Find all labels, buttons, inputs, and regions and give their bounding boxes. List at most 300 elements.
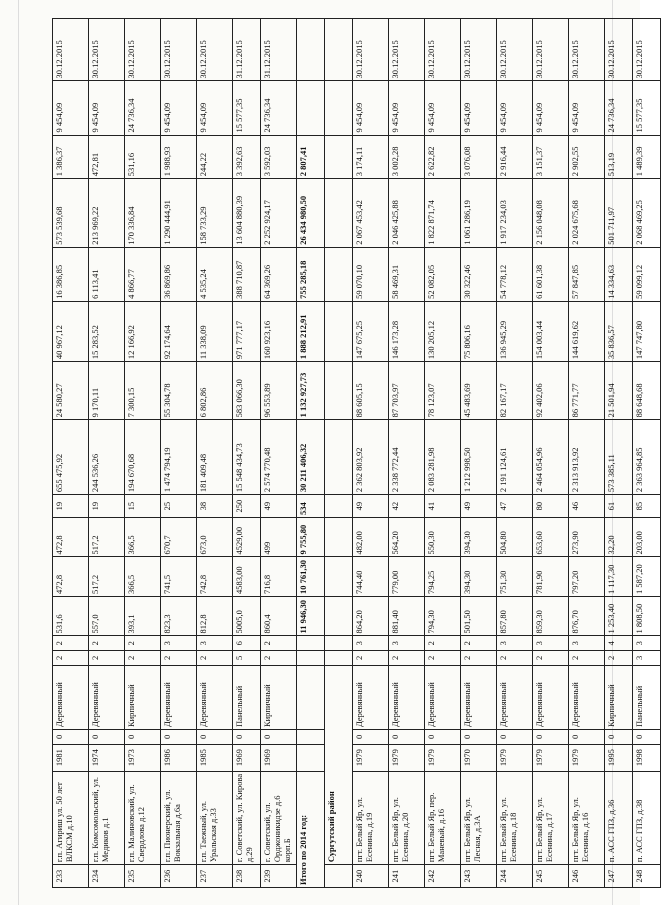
table-row: [425, 19, 461, 888]
cell-c4: 0: [89, 730, 125, 745]
cell-c4: 0: [533, 730, 569, 745]
cell-addr: пгт. Белый Яр, ул. Есенина, д.19: [353, 771, 389, 865]
cell-unit: 3 076,08: [461, 135, 497, 179]
cell-fl: 2: [425, 651, 461, 666]
cell-year: 1979: [389, 744, 425, 771]
cell-fl: 2: [89, 651, 125, 666]
cell-year: 1986: [161, 744, 197, 771]
cell-c4: 0: [125, 730, 161, 745]
cell-a2: 1 117,30: [605, 557, 633, 597]
cell-a2: 4583,00: [233, 557, 261, 597]
cell-c4: 0: [389, 730, 425, 745]
cell-date: 30.12.2015: [389, 19, 425, 81]
cell-n: 240: [353, 865, 389, 888]
cell-fl: 2: [533, 651, 569, 666]
cell-unit: 3 002,28: [389, 135, 425, 179]
cell-ppl: 250: [233, 495, 261, 518]
cell-f4: 1 290 444,91: [161, 179, 197, 248]
cell-a3: 670,7: [161, 518, 197, 558]
cell-total: 194 670,68: [125, 420, 161, 495]
cell-a2: 366,5: [125, 557, 161, 597]
cell-addr: пгт. Белый Яр, пер. Маневый, д.16: [425, 771, 461, 865]
total-a3: 9 755,80: [297, 518, 325, 558]
cell-mat: Деревянный: [497, 665, 533, 729]
cell-c4: 0: [461, 730, 497, 745]
cell-f2: 146 173,28: [389, 301, 425, 361]
cell-unit: 1 489,39: [633, 135, 661, 179]
cell-a1: 812,8: [197, 597, 233, 637]
cell-f3: 388 710,87: [233, 247, 261, 301]
table-row: [533, 19, 569, 888]
cell-a1: 794,30: [425, 597, 461, 637]
cell-f1: 88 605,15: [353, 362, 389, 420]
cell-date: 30.12.2015: [53, 19, 89, 81]
cell-f3: 59 099,12: [633, 247, 661, 301]
housing-table: [52, 18, 661, 888]
cell-f2: 11 338,09: [197, 301, 233, 361]
cell-f2: 15 283,52: [89, 301, 125, 361]
cell-f3: 4 535,24: [197, 247, 233, 301]
cell-addr: г.п. Комсомольский, ул. Медиков д.1: [89, 771, 125, 865]
cell-fl: 2: [605, 651, 633, 666]
cell-fl: 2: [197, 651, 233, 666]
cell-unit: 513,19: [605, 135, 633, 179]
cell-f4: 158 733,29: [197, 179, 233, 248]
cell-en: 2: [53, 636, 89, 651]
cell-f1: 82 167,17: [497, 362, 533, 420]
cell-ppl: 19: [89, 495, 125, 518]
cell-addr: пгт. Белый Яр, ул. Лесная, д.3А: [461, 771, 497, 865]
cell-a3: 673,0: [197, 518, 233, 558]
cell-en: 4: [605, 636, 633, 651]
table-row: [197, 19, 233, 888]
table-row: [125, 19, 161, 888]
cell-en: 2: [125, 636, 161, 651]
cell-n: 247: [605, 865, 633, 888]
cell-a1: 823,3: [161, 597, 197, 637]
cell-f1: 55 304,78: [161, 362, 197, 420]
cell-n: 242: [425, 865, 461, 888]
cell-addr: пгт. Белый Яр, ул. Есенина, д.17: [533, 771, 569, 865]
cell-a2: 1 587,20: [633, 557, 661, 597]
cell-f3: 57 847,85: [569, 247, 605, 301]
cell-n: 238: [233, 865, 261, 888]
cell-a1: 1 253,40: [605, 597, 633, 637]
cell-mat: Деревянный: [89, 665, 125, 729]
cell-addr: г.п. Малиновский, ул. Свердлова д.12: [125, 771, 161, 865]
cell-total: 1 212 998,50: [461, 420, 497, 495]
cell-c4: 0: [261, 730, 297, 745]
cell-ppl: 46: [569, 495, 605, 518]
cell-mat: Кирпичный: [125, 665, 161, 729]
cell-f4: 13 604 880,39: [233, 179, 261, 248]
cell-a3: 32,20: [605, 518, 633, 558]
cell-date: 30.12.2015: [605, 19, 633, 81]
cell-year: 1979: [497, 744, 533, 771]
cell-f1: 78 123,07: [425, 362, 461, 420]
cell-addr: г.п. Таежный, ул. Уральская д.33: [197, 771, 233, 865]
cell-a2: 742,8: [197, 557, 233, 597]
cell-f2: 144 619,62: [569, 301, 605, 361]
cell-lim: 9 454,09: [461, 81, 497, 135]
total-f2: 1 888 212,91: [297, 301, 325, 361]
cell-c4: 0: [197, 730, 233, 745]
cell-f3: 16 386,85: [53, 247, 89, 301]
cell-a3: 550,30: [425, 518, 461, 558]
cell-year: 1969: [261, 744, 297, 771]
cell-ppl: 49: [353, 495, 389, 518]
cell-lim: 24 736,34: [605, 81, 633, 135]
cell-a3: 394,30: [461, 518, 497, 558]
cell-f1: 88 648,68: [633, 362, 661, 420]
cell-ppl: 42: [389, 495, 425, 518]
cell-c4: 0: [425, 730, 461, 745]
cell-mat: Деревянный: [161, 665, 197, 729]
cell-a1: 1 808,50: [633, 597, 661, 637]
cell-f4: 2 156 048,08: [533, 179, 569, 248]
section-row: [325, 19, 353, 888]
cell-fl: 2: [389, 651, 425, 666]
cell-lim: 9 454,09: [569, 81, 605, 135]
cell-ppl: 80: [533, 495, 569, 518]
total-f3: 755 285,18: [297, 247, 325, 301]
cell-lim: 9 454,09: [161, 81, 197, 135]
cell-f2: 40 967,12: [53, 301, 89, 361]
cell-n: 233: [53, 865, 89, 888]
cell-c4: 0: [233, 730, 261, 745]
cell-a3: 517,2: [89, 518, 125, 558]
cell-ppl: 47: [497, 495, 533, 518]
cell-f2: 75 806,16: [461, 301, 497, 361]
cell-mat: Деревянный: [569, 665, 605, 729]
cell-fl: 2: [461, 651, 497, 666]
cell-mat: Деревянный: [425, 665, 461, 729]
cell-ppl: 15: [125, 495, 161, 518]
cell-mat: Кирпичный: [605, 665, 633, 729]
cell-ppl: 25: [161, 495, 197, 518]
cell-fl: 2: [569, 651, 605, 666]
table-row: [569, 19, 605, 888]
cell-a1: 864,20: [353, 597, 389, 637]
cell-lim: 9 454,09: [197, 81, 233, 135]
cell-year: 1981: [53, 744, 89, 771]
cell-mat: Деревянный: [353, 665, 389, 729]
cell-en: 3: [389, 636, 425, 651]
cell-a1: 876,70: [569, 597, 605, 637]
cell-f4: 1 822 871,74: [425, 179, 461, 248]
cell-date: 30.12.2015: [353, 19, 389, 81]
cell-ppl: 19: [53, 495, 89, 518]
cell-f3: 58 469,31: [389, 247, 425, 301]
cell-f3: 52 082,05: [425, 247, 461, 301]
cell-a1: 857,80: [497, 597, 533, 637]
cell-n: 235: [125, 865, 161, 888]
cell-f1: 6 802,86: [197, 362, 233, 420]
cell-mat: Панельный: [633, 665, 661, 729]
cell-mat: Деревянный: [389, 665, 425, 729]
cell-total: 15 548 434,73: [233, 420, 261, 495]
table-row: [461, 19, 497, 888]
cell-addr: пгт. Белый Яр, ул. Есенина, д.20: [389, 771, 425, 865]
cell-f1: 7 300,15: [125, 362, 161, 420]
table-row: [261, 19, 297, 888]
table-row: [497, 19, 533, 888]
cell-total: 1 474 794,19: [161, 420, 197, 495]
total-a2: 10 761,30: [297, 557, 325, 597]
cell-fl: 2: [125, 651, 161, 666]
cell-en: 3: [353, 636, 389, 651]
cell-f2: 971 777,17: [233, 301, 261, 361]
cell-en: 3: [569, 636, 605, 651]
cell-a1: 860,4: [261, 597, 297, 637]
cell-a3: 653,60: [533, 518, 569, 558]
cell-a3: 482,00: [353, 518, 389, 558]
cell-date: 30.12.2015: [89, 19, 125, 81]
table-total: [297, 19, 353, 888]
cell-addr: пгт. Белый Яр, ул. Есенина, д.18: [497, 771, 533, 865]
table-row: [233, 19, 261, 888]
cell-c4: 0: [497, 730, 533, 745]
cell-a3: 273,90: [569, 518, 605, 558]
cell-f2: 35 836,57: [605, 301, 633, 361]
cell-lim: 15 577,35: [633, 81, 661, 135]
cell-en: 2: [425, 636, 461, 651]
cell-year: 1995: [605, 744, 633, 771]
cell-f3: 61 601,38: [533, 247, 569, 301]
cell-date: 30.12.2015: [569, 19, 605, 81]
cell-n: 236: [161, 865, 197, 888]
cell-f1: 21 501,94: [605, 362, 633, 420]
cell-a1: 859,30: [533, 597, 569, 637]
cell-year: 1979: [533, 744, 569, 771]
cell-f2: 92 174,64: [161, 301, 197, 361]
cell-a3: 499: [261, 518, 297, 558]
cell-a2: 751,30: [497, 557, 533, 597]
cell-n: 246: [569, 865, 605, 888]
cell-mat: Деревянный: [197, 665, 233, 729]
cell-a2: 779,00: [389, 557, 425, 597]
cell-f1: 92 402,06: [533, 362, 569, 420]
cell-unit: 1 386,37: [53, 135, 89, 179]
cell-lim: 9 454,09: [353, 81, 389, 135]
cell-a2: 744,40: [353, 557, 389, 597]
cell-addr: г. Советский, ул. Орджоникидзе д.6 корп.Б: [261, 771, 297, 865]
cell-mat: Панельный: [233, 665, 261, 729]
cell-unit: 3 392,63: [233, 135, 261, 179]
cell-f1: 87 703,97: [389, 362, 425, 420]
cell-total: 2 574 770,48: [261, 420, 297, 495]
cell-mat: Деревянный: [53, 665, 89, 729]
cell-year: 1969: [233, 744, 261, 771]
cell-n: 241: [389, 865, 425, 888]
cell-f4: 2 068 469,25: [633, 179, 661, 248]
cell-total: 181 409,48: [197, 420, 233, 495]
cell-f4: 213 969,22: [89, 179, 125, 248]
cell-n: 237: [197, 865, 233, 888]
cell-total: 2 338 772,44: [389, 420, 425, 495]
cell-total: 2 362 803,92: [353, 420, 389, 495]
total-f1: 1 132 927,73: [297, 362, 325, 420]
table-row: [161, 19, 197, 888]
cell-year: 1974: [89, 744, 125, 771]
cell-fl: 2: [53, 651, 89, 666]
table-row: [89, 19, 125, 888]
cell-a2: 741,5: [161, 557, 197, 597]
cell-lim: 9 454,09: [89, 81, 125, 135]
cell-f3: 6 113,41: [89, 247, 125, 301]
cell-ppl: 85: [633, 495, 661, 518]
cell-a1: 501,50: [461, 597, 497, 637]
cell-en: 2: [461, 636, 497, 651]
total-row: [297, 19, 325, 888]
cell-f1: 86 771,77: [569, 362, 605, 420]
cell-en: 2: [89, 636, 125, 651]
cell-year: 1985: [197, 744, 233, 771]
cell-n: 245: [533, 865, 569, 888]
cell-f4: 2 046 425,88: [389, 179, 425, 248]
table-row: [53, 19, 89, 888]
section-title: Сургутский район: [325, 665, 353, 865]
cell-addr: п. АСС ГПЗ, д.38: [633, 771, 661, 865]
cell-f1: 9 170,11: [89, 362, 125, 420]
table-row: [389, 19, 425, 888]
cell-a1: 557,0: [89, 597, 125, 637]
cell-f2: 154 003,44: [533, 301, 569, 361]
cell-date: 30.12.2015: [533, 19, 569, 81]
cell-fl: 5: [233, 651, 261, 666]
cell-ppl: 61: [605, 495, 633, 518]
cell-total: 2 363 964,85: [633, 420, 661, 495]
cell-a1: 531,6: [53, 597, 89, 637]
cell-c4: 0: [569, 730, 605, 745]
cell-n: 248: [633, 865, 661, 888]
cell-f3: 30 322,46: [461, 247, 497, 301]
cell-date: 30.12.2015: [461, 19, 497, 81]
cell-a1: 881,40: [389, 597, 425, 637]
cell-f3: 54 778,12: [497, 247, 533, 301]
scan-edge: [18, 0, 19, 905]
cell-date: 30.12.2015: [161, 19, 197, 81]
cell-c4: 0: [605, 730, 633, 745]
cell-unit: 244,22: [197, 135, 233, 179]
cell-addr: г.п. Пионерский, ул. Вокзальная д.6а: [161, 771, 197, 865]
cell-year: 1970: [461, 744, 497, 771]
cell-addr: г. Советский, ул. Кирова д.29: [233, 771, 261, 865]
cell-lim: 24 736,34: [125, 81, 161, 135]
cell-f1: 45 483,69: [461, 362, 497, 420]
total-a1: 11 946,30: [297, 597, 325, 637]
cell-ppl: 38: [197, 495, 233, 518]
cell-en: 2: [261, 636, 297, 651]
cell-c4: 0: [161, 730, 197, 745]
cell-total: 2 191 124,61: [497, 420, 533, 495]
cell-lim: 24 736,34: [261, 81, 297, 135]
cell-f2: 160 923,16: [261, 301, 297, 361]
cell-a2: 716,8: [261, 557, 297, 597]
cell-date: 30.12.2015: [197, 19, 233, 81]
cell-unit: 3 592,03: [261, 135, 297, 179]
cell-f4: 170 336,84: [125, 179, 161, 248]
total-f4: 26 434 980,50: [297, 179, 325, 248]
cell-f4: 2 067 453,42: [353, 179, 389, 248]
cell-date: 30.12.2015: [633, 19, 661, 81]
cell-fl: 3: [633, 651, 661, 666]
cell-en: 3: [497, 636, 533, 651]
cell-fl: 2: [497, 651, 533, 666]
cell-f1: 583 066,30: [233, 362, 261, 420]
cell-year: 1979: [425, 744, 461, 771]
cell-en: 6: [233, 636, 261, 651]
cell-f4: 2 024 675,68: [569, 179, 605, 248]
cell-addr: пгт. Белый Яр, ул. Есенина, д.16: [569, 771, 605, 865]
cell-unit: 2 902,55: [569, 135, 605, 179]
cell-c4: 0: [353, 730, 389, 745]
cell-unit: 472,81: [89, 135, 125, 179]
cell-ppl: 49: [461, 495, 497, 518]
cell-unit: 2 916,44: [497, 135, 533, 179]
total-ppl: 534: [297, 495, 325, 518]
cell-addr: г.п. Агириш ул. 50 лет ВЛКСМ д.10: [53, 771, 89, 865]
cell-f4: 1 061 286,19: [461, 179, 497, 248]
cell-unit: 531,16: [125, 135, 161, 179]
cell-lim: 9 454,09: [497, 81, 533, 135]
cell-a1: 5005,0: [233, 597, 261, 637]
cell-c4: 0: [53, 730, 89, 745]
total-sum: 30 211 406,32: [297, 420, 325, 495]
cell-fl: 2: [161, 651, 197, 666]
total-label: Итого по 2014 год:: [297, 771, 325, 887]
cell-a2: 797,20: [569, 557, 605, 597]
cell-f1: 24 580,27: [53, 362, 89, 420]
cell-en: 3: [197, 636, 233, 651]
cell-a2: 472,8: [53, 557, 89, 597]
cell-en: 3: [633, 636, 661, 651]
cell-year: 1979: [353, 744, 389, 771]
cell-date: 31.12.2015: [261, 19, 297, 81]
cell-a3: 472,8: [53, 518, 89, 558]
cell-n: 244: [497, 865, 533, 888]
cell-f3: 64 369,26: [261, 247, 297, 301]
cell-f4: 2 252 924,17: [261, 179, 297, 248]
cell-n: 234: [89, 865, 125, 888]
cell-mat: Деревянный: [461, 665, 497, 729]
cell-date: 30.12.2015: [497, 19, 533, 81]
cell-lim: 9 454,09: [425, 81, 461, 135]
cell-n: 239: [261, 865, 297, 888]
cell-date: 30.12.2015: [425, 19, 461, 81]
cell-f2: 136 945,29: [497, 301, 533, 361]
cell-unit: 1 988,93: [161, 135, 197, 179]
cell-unit: 2 622,82: [425, 135, 461, 179]
table-row: [633, 19, 661, 888]
cell-a2: 517,2: [89, 557, 125, 597]
cell-a3: 366,5: [125, 518, 161, 558]
cell-year: 1973: [125, 744, 161, 771]
cell-lim: 9 454,09: [389, 81, 425, 135]
cell-f2: 147 747,80: [633, 301, 661, 361]
table-body-surgut: [353, 19, 661, 888]
cell-f4: 1 917 234,03: [497, 179, 533, 248]
cell-total: 2 464 054,96: [533, 420, 569, 495]
cell-year: 1979: [569, 744, 605, 771]
cell-f3: 4 866,77: [125, 247, 161, 301]
cell-f1: 96 553,89: [261, 362, 297, 420]
cell-date: 30.12.2015: [125, 19, 161, 81]
cell-fl: 2: [261, 651, 297, 666]
cell-a2: 781,90: [533, 557, 569, 597]
cell-a2: 794,25: [425, 557, 461, 597]
cell-unit: 3 151,37: [533, 135, 569, 179]
